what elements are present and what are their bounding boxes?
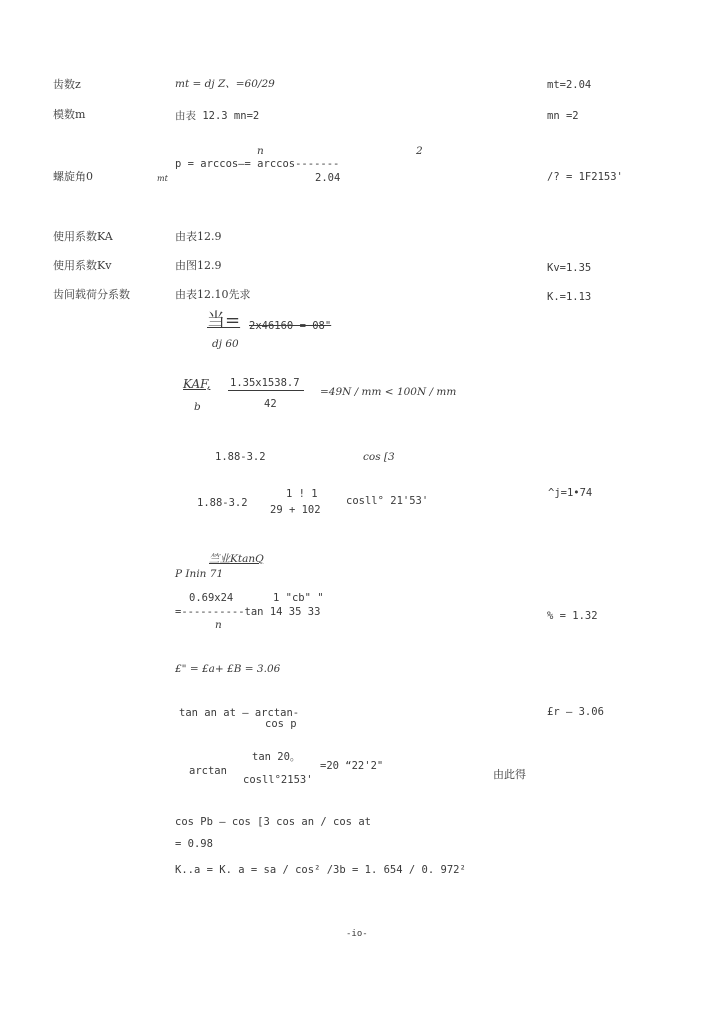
result-module: mn =2 [547,110,579,122]
load-lhs-denominator: b [194,401,201,413]
cos-line1: cos Pb — cos [3 cos an / cos at [175,816,371,828]
helix-mark: mt [157,174,168,183]
load-lhs-numerator: KAF, [183,377,211,391]
load-result: =49N / mm < 100N / mm [320,386,457,398]
arctan-note: 由此得 [493,768,526,781]
contact-fraction-numerator: 1 ! 1 [286,488,318,500]
label-helix-angle: 螺旋角0 [53,170,93,183]
force-big-glyph: 当= [207,310,241,331]
total-contact-ratio: £" = £a+ £B = 3.06 [175,663,281,675]
label-module: 模数m [53,108,86,121]
force-expression: 2x46160 = 08" [249,320,332,332]
load-fraction-bar [228,390,304,391]
cos-line2: = 0.98 [175,838,213,850]
formula-dynamic-factor-kv: 由图12.9 [175,259,222,272]
arctan-label: arctan [189,765,227,777]
formula-transverse-module: mt = dj Z、=60/29 [175,78,275,90]
force-denominator: dj 60 [212,338,239,350]
arctan-value: =20 “22'2" [320,760,384,772]
formula-module: 由表 12.3 mn=2 [175,110,260,122]
result-dynamic-factor-kv: Kv=1.35 [547,262,592,274]
result-transverse-module: mt=2.04 [547,79,592,91]
page-number: -io- [346,929,368,939]
overlap-result: % = 1.32 [547,610,598,622]
contact-left: 1.88-3.2 [197,497,248,509]
contact-line1-right: cos [3 [363,451,395,463]
k-equation: K..a = K. a = sa / cos² /3b = 1. 654 / 0. 972² [175,864,466,876]
helix-denominator: 2.04 [315,172,341,184]
arctan-numerator: tan 20。 [252,751,301,763]
label-load-distribution-factor: 齿间载荷分系数 [53,288,130,301]
label-teeth-count: 齿数z [53,78,81,91]
overlap-numerator-right: 1 "cb" " [273,592,324,604]
contact-result: ^j=1•74 [548,487,593,499]
label-usage-factor-ka: 使用系数KA [53,230,113,243]
label-dynamic-factor-kv: 使用系数Kv [53,259,112,272]
overlap-denominator: n [215,619,222,631]
helix-numerator-n: n [257,145,264,157]
tan-line2: cos p [265,718,297,730]
load-numerator: 1.35x1538.7 [230,377,300,389]
formula-load-distribution-factor: 由表12.10先求 [175,288,251,301]
arctan-denominator: cosll°2153' [243,774,313,786]
overlap-title: 竺业KtanQ [209,553,264,565]
result-load-distribution-factor: K.=1.13 [547,291,592,303]
contact-line1-left: 1.88-3.2 [215,451,266,463]
load-denominator: 42 [264,398,277,410]
contact-fraction-denominator: 29 + 102 [270,504,321,516]
result-helix-angle: /? = 1F2153' [547,171,623,183]
contact-cos-term: cosll° 21'53' [346,495,429,507]
formula-helix-angle: p = arccos—= arccos------- [175,158,340,170]
tan-line1: tan an at — arctan- [179,707,300,719]
helix-numerator-2: 2 [416,145,423,157]
overlap-sub: P Inin 71 [175,568,224,580]
formula-usage-factor-ka: 由表12.9 [175,230,222,243]
tan-result: £r — 3.06 [547,706,604,718]
overlap-numerator-left: 0.69x24 [189,592,234,604]
overlap-main: =----------tan 14 35 33 [175,606,321,618]
